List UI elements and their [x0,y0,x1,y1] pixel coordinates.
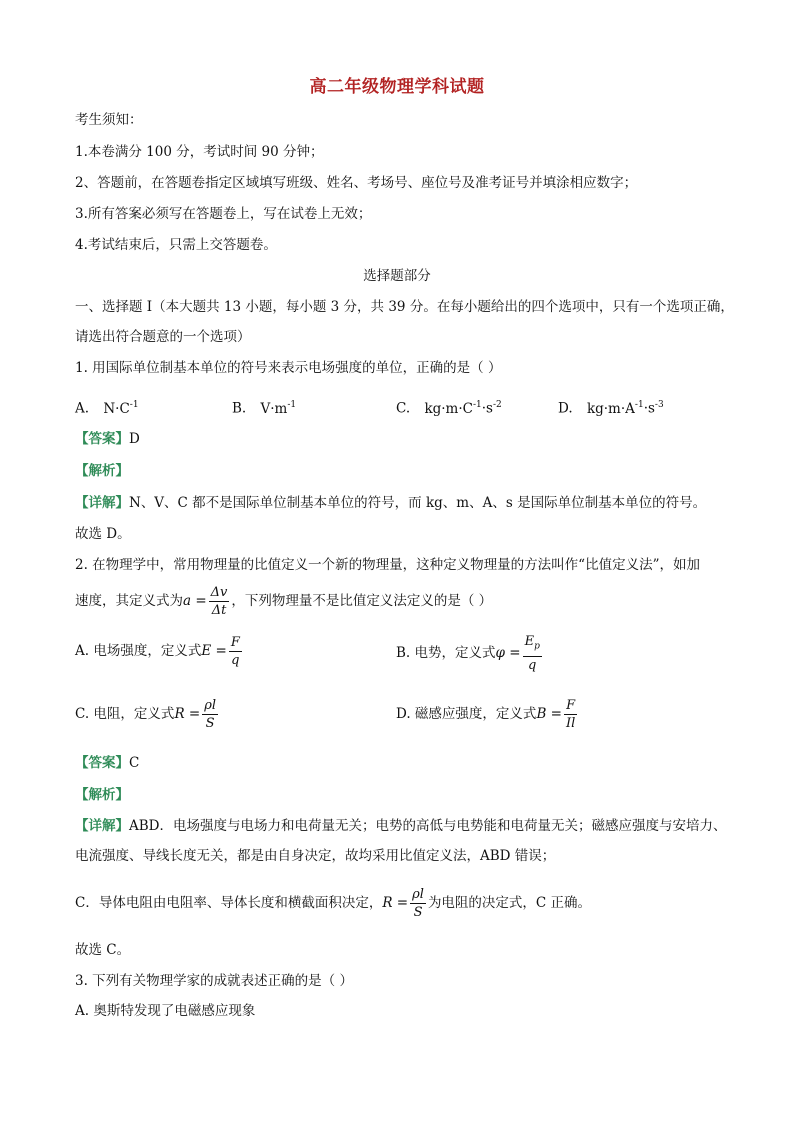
q2-stem-line2-end: ，下列物理量不是比值定义法定义的是（ ） [231,593,493,609]
q2-option-c [75,697,220,731]
q1-option-b-label: B. [232,400,247,417]
q1-answer [75,429,140,449]
q2-option-b-numerator-sub: p [534,641,540,652]
q2-detail-line2: 电流强度、导线长度无关，都是由自身决定，故均采用比值定义法，ABD 错误； [75,848,556,864]
q2-detail-line3-end: 为电阻的决定式，C 正确。 [427,895,592,911]
q2-option-d-lhs: B = [536,706,562,722]
q1-detail [75,493,706,513]
q1-option-d-exp2: -3 [654,400,664,410]
q1-answer-tag: 【答案】 [75,431,129,447]
q1-detail-tag: 【详解】 [75,495,129,511]
q2-option-b [396,634,544,673]
q2-detail-line3 [75,886,591,920]
q2-option-b-numerator-main: E [524,634,535,649]
q1-option-c-exp2: -2 [493,400,502,410]
q1-option-a-label: A. [75,400,90,417]
q1-option-a-exp: -1 [129,400,139,410]
q2-analysis-tag [75,785,129,805]
page-title: 高二年级物理学科试题 [309,77,485,97]
q1-option-d-exp1: -1 [634,400,644,410]
q2-option-a-text: A. 电场强度，定义式 [75,643,202,659]
q1-answer-value: D [129,431,140,447]
q2-option-a-denominator: q [231,653,240,668]
notice-item-3: 3.所有答案必须写在答题卷上，写在试卷上无效； [75,206,372,222]
q2-option-b-denominator: q [528,657,537,673]
notice-heading: 考生须知： [75,112,143,128]
q2-formula-lhs: a = [183,593,207,609]
q2-stem-line1: 2. 在物理学中，常用物理量的比值定义一个新的物理量，这种定义物理量的方法叫作“比值定义法”，如加 [75,557,700,573]
q1-option-d-unit-part1: kg·m·A [586,400,635,417]
q2-answer-value: C [129,755,140,771]
q1-option-d [558,395,664,419]
q2-answer-tag: 【答案】 [75,755,129,771]
q2-formula-denominator: Δt [211,603,227,618]
q1-conclusion: 故选 D。 [75,526,131,542]
q1-option-a [75,395,139,419]
q1-analysis-label: 【解析】 [75,463,129,479]
q1-option-c-unit-part2: ·s [481,400,493,417]
q2-option-c-numerator: ρl [204,698,217,713]
q2-detail-tag: 【详解】 [75,818,129,834]
notice-item-1: 1.本卷满分 100 分，考试时间 90 分钟； [75,144,324,160]
q1-option-b-unit: V·m [260,400,288,417]
q2-option-b-lhs: φ = [495,644,521,661]
q2-option-c-fraction [202,698,218,731]
q2-option-d-denominator: Il [565,716,576,731]
q1-option-a-unit: N·C [103,400,130,417]
q2-detail-line1 [75,816,727,836]
q1-option-c-exp1: -1 [472,400,482,410]
q2-detail-formula-denominator: S [413,905,423,920]
q2-option-d-numerator: F [564,698,577,715]
q2-conclusion: 故选 C。 [75,942,131,958]
q2-stem-line2 [75,585,492,618]
q2-option-a-lhs: E = [201,643,227,659]
q2-detail-text1: ABD．电场强度与电场力和电荷量无关；电势的高低与电势能和电荷量无关；磁感应强度与安培力、 [129,818,727,834]
notice-item-4: 4.考试结束后，只需上交答题卷。 [75,237,277,253]
q2-option-c-lhs: R = [174,706,201,722]
q1-option-c-label: C. [396,400,411,417]
q1-option-d-unit-part2: ·s [643,400,655,417]
q2-option-c-denominator: S [205,716,215,731]
q1-analysis-tag [75,461,129,481]
q1-option-b [232,395,296,419]
q1-option-c [396,395,502,419]
q2-analysis-label: 【解析】 [75,787,129,803]
q2-answer [75,753,139,773]
q2-detail-formula-numerator: ρl [412,887,424,902]
q2-option-a-fraction [229,635,242,668]
q2-option-a [75,634,244,668]
q2-option-d-text: D. 磁感应强度，定义式 [396,706,537,722]
q2-detail-formula-lhs: R = [382,895,409,911]
q1-stem: 1. 用国际单位制基本单位的符号来表示电场强度的单位，正确的是（ ） [75,360,502,376]
q2-option-d [396,697,579,731]
q2-detail-formula-fraction [410,887,426,920]
q2-stem-line2-start: 速度，其定义式为 [75,593,183,609]
q1-option-c-unit-part1: kg·m·C [424,400,473,417]
q2-option-a-numerator: F [230,635,240,650]
q1-option-b-exp: -1 [287,400,297,410]
q2-formula-numerator: Δv [210,585,228,600]
q3-stem: 3. 下列有关物理学家的成就表述正确的是（ ） [75,973,353,989]
part1-instruction-line2: 请选出符合题意的一个选项） [75,329,251,345]
q1-option-d-label: D. [558,400,573,417]
q2-option-d-fraction [564,698,577,731]
part1-instruction-line1: 一、选择题 I（本大题共 13 小题，每小题 3 分，共 39 分。在每小题给出的四个选项中，只有一个选项正确， [75,299,734,315]
q3-option-a: A. 奥斯特发现了电磁感应现象 [75,1003,256,1019]
q2-detail-line3-start: C．导体电阻由电阻率、导体长度和横截面积决定， [75,895,383,911]
q2-option-b-fraction [523,634,542,673]
q1-detail-text: N、V、C 都不是国际单位制基本单位的符号，而 kg、m、A、s 是国际单位制基本单位的符号。 [129,495,707,511]
section-title: 选择题部分 [363,268,431,284]
q2-option-b-text: B. 电势，定义式 [396,644,496,661]
q2-formula-fraction [209,585,230,618]
q2-option-c-text: C. 电阻，定义式 [75,706,175,722]
notice-item-2: 2、答题前，在答题卷指定区域填写班级、姓名、考场号、座位号及准考证号并填涂相应数字； [75,175,638,191]
q2-option-b-numerator [523,634,542,657]
